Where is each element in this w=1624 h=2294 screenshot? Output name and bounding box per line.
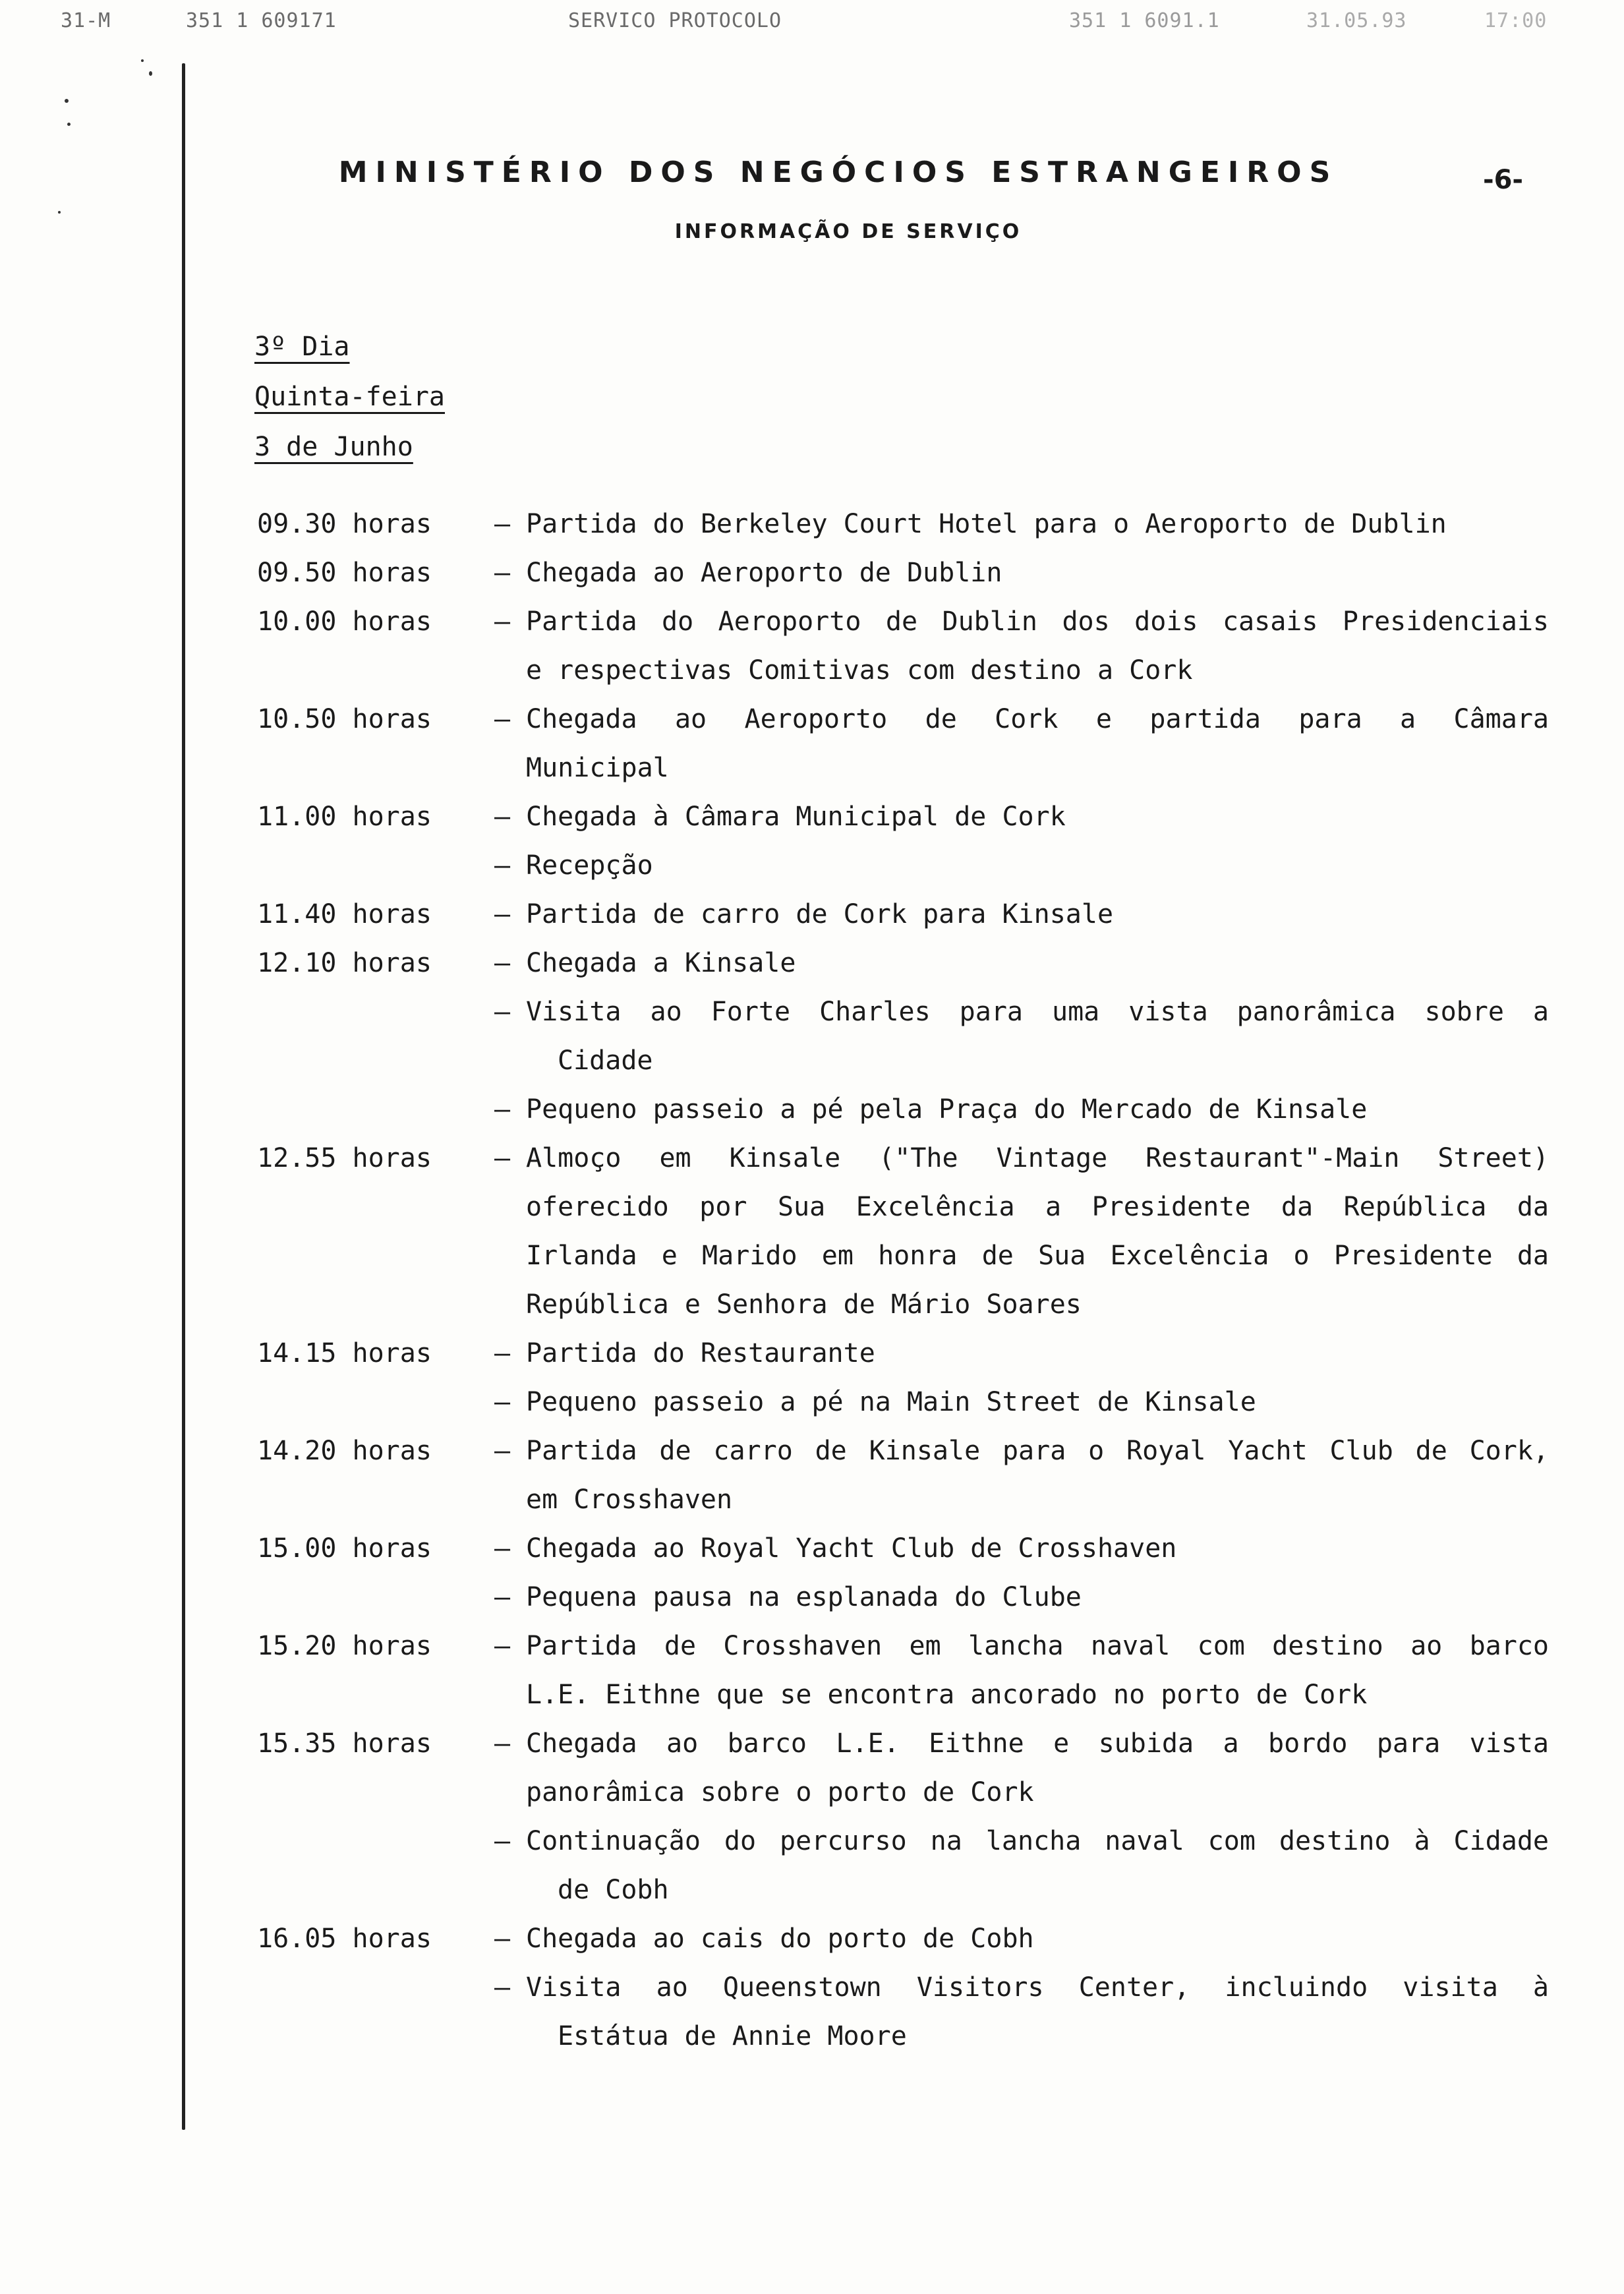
schedule-entry [257,1134,1549,1329]
fax-receiver-number: 351 1 6091.1 [1069,9,1220,32]
entry-dash: – [494,1924,511,1954]
entry-text-continued: e respectivas Comitivas com destino a Cork [526,655,1193,686]
entry-text: Chegada à Câmara Municipal de Cork [526,802,1066,832]
scan-speck [67,123,71,126]
subitem-dash: – [494,1094,511,1125]
schedule-entry-row [257,1134,1549,1183]
schedule-entry-row [257,695,1549,744]
schedule-entry-row [257,500,1549,548]
schedule-entry [257,890,1549,939]
entry-time: 10.50 horas [257,704,432,734]
entry-text-continued: L.E. Eithne que se encontra ancorado no porto de Cork [526,1680,1368,1710]
fax-date: 31.05.93 [1306,9,1407,32]
subitem-dash: – [494,850,511,881]
entry-time: 10.00 horas [257,606,432,637]
schedule-entry [257,1914,1549,2061]
day-label: 3º Dia [254,332,350,362]
entry-text: Chegada a Kinsale [526,948,796,978]
entry-time: 16.05 horas [257,1924,432,1954]
entry-dash: – [494,1533,511,1564]
schedule-entry-row [257,1426,1549,1475]
entry-time: 14.20 horas [257,1436,432,1466]
entry-text: Almoço em Kinsale ("The Vintage Restaurant"-Main Street) [526,1143,1549,1173]
entry-dash: – [494,802,511,832]
schedule-entry-row [257,1622,1549,1670]
schedule-entry [257,597,1549,695]
entry-text-continued: Irlanda e Marido em honra de Sua Excelência o Presidente da [526,1241,1549,1271]
entry-time: 11.40 horas [257,899,432,929]
entry-text-continued: panorâmica sobre o porto de Cork [526,1777,1034,1808]
entry-dash: – [494,558,511,588]
schedule-entry [257,1622,1549,1719]
day-heading [254,322,445,472]
entry-time: 11.00 horas [257,802,432,832]
subitem-text: Pequeno passeio a pé pela Praça do Mercado de Kinsale [526,1094,1368,1125]
entry-time: 15.00 horas [257,1533,432,1564]
subitem-text: Visita ao Forte Charles para uma vista panorâmica sobre a [526,997,1549,1027]
left-margin-line [182,63,185,2130]
subitem-text: Visita ao Queenstown Visitors Center, incluindo visita à [526,1972,1549,2003]
entry-text-continued: República e Senhora de Mário Soares [526,1289,1082,1320]
entry-time: 12.10 horas [257,948,432,978]
schedule-entry [257,1329,1549,1426]
subitem-text: Pequena pausa na esplanada do Clube [526,1582,1082,1612]
fax-left-code: 31-M [61,9,111,32]
fax-sender-number: 351 1 609171 [186,9,337,32]
entry-text: Partida do Aeroporto de Dublin dos dois casais Presidenciais [526,606,1549,637]
entry-subitem [257,1963,1549,2012]
day-weekday: Quinta-feira [254,382,445,412]
schedule-entry [257,1426,1549,1524]
fax-time: 17:00 [1484,9,1548,32]
schedule-entry [257,548,1549,597]
subitem-dash: – [494,997,511,1027]
entry-text: Partida do Berkeley Court Hotel para o Aeroporto de Dublin [526,509,1447,539]
subitem-text-continued: Cidade [558,1045,653,1076]
entry-dash: – [494,1728,511,1759]
schedule-entry-row [257,1914,1549,1963]
subitem-text-continued: Estátua de Annie Moore [558,2021,907,2051]
subitem-text: Continuação do percurso na lancha naval com destino à Cidade [526,1826,1549,1856]
subitem-dash: – [494,1387,511,1417]
scan-speck [58,211,61,214]
entry-time: 12.55 horas [257,1143,432,1173]
page-number: -6- [1483,165,1524,195]
ministry-title: MINISTÉRIO DOS NEGÓCIOS ESTRANGEIROS [338,156,1339,189]
schedule-entry [257,1719,1549,1914]
entry-subitem [257,1573,1549,1622]
scan-speck [149,71,152,76]
entry-text: Chegada ao barco L.E. Eithne e subida a bordo para vista [526,1728,1549,1759]
entry-subitem [257,987,1549,1036]
schedule-entry-row [257,597,1549,646]
entry-dash: – [494,899,511,929]
entry-time: 09.50 horas [257,558,432,588]
schedule-entry-row [257,1329,1549,1378]
entry-dash: – [494,948,511,978]
subitem-text: Pequeno passeio a pé na Main Street de Kinsale [526,1387,1256,1417]
entry-time: 15.20 horas [257,1631,432,1661]
day-date: 3 de Junho [254,432,413,462]
schedule-entry-row [257,548,1549,597]
entry-dash: – [494,606,511,637]
entry-dash: – [494,509,511,539]
entry-subitem [257,1378,1549,1426]
subitem-dash: – [494,1582,511,1612]
subitem-dash: – [494,1826,511,1856]
schedule-entry [257,500,1549,548]
entry-dash: – [494,1436,511,1466]
entry-dash: – [494,704,511,734]
subitem-text-continued: de Cobh [558,1875,669,1905]
scan-speck [65,99,69,103]
entry-text: Partida de Crosshaven em lancha naval com destino ao barco [526,1631,1549,1661]
schedule-entry-row [257,890,1549,939]
schedule-entry [257,695,1549,792]
entry-text: Chegada ao Aeroporto de Cork e partida para a Câmara [526,704,1549,734]
entry-dash: – [494,1338,511,1368]
entry-time: 14.15 horas [257,1338,432,1368]
schedule-entry [257,939,1549,1134]
entry-dash: – [494,1143,511,1173]
entry-text: Chegada ao Aeroporto de Dublin [526,558,1002,588]
entry-text: Chegada ao Royal Yacht Club de Crosshaven [526,1533,1177,1564]
subitem-text: Recepção [526,850,653,881]
entry-text: Partida do Restaurante [526,1338,875,1368]
schedule-entry-row [257,1719,1549,1768]
fax-sender-name: SERVICO PROTOCOLO [568,9,782,32]
schedule-entry-row [257,792,1549,841]
schedule-entry-row [257,939,1549,987]
schedule-entry [257,1524,1549,1622]
entry-text: Chegada ao cais do porto de Cobh [526,1924,1034,1954]
entry-dash: – [494,1631,511,1661]
schedule-list [257,500,1549,2061]
document-subtitle: INFORMAÇÃO DE SERVIÇO [674,220,1022,243]
entry-subitem [257,841,1549,890]
subitem-dash: – [494,1972,511,2003]
entry-text-continued: Municipal [526,753,669,783]
entry-subitem [257,1085,1549,1134]
entry-subitem [257,1817,1549,1866]
entry-time: 09.30 horas [257,509,432,539]
entry-text-continued: em Crosshaven [526,1485,733,1515]
entry-time: 15.35 horas [257,1728,432,1759]
schedule-entry [257,792,1549,890]
entry-text: Partida de carro de Kinsale para o Royal Yacht Club de Cork, [526,1436,1549,1466]
entry-text: Partida de carro de Cork para Kinsale [526,899,1114,929]
fax-header [61,9,1577,36]
schedule-entry-row [257,1524,1549,1573]
scan-speck [141,59,144,62]
entry-text-continued: oferecido por Sua Excelência a Presidente da República da [526,1192,1549,1222]
